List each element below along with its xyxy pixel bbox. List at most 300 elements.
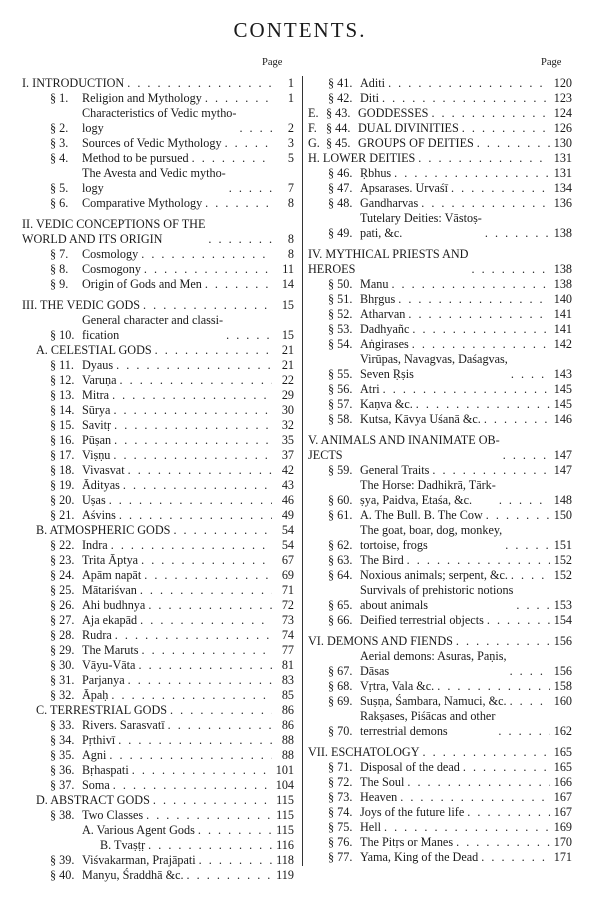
toc-entry-body (360, 760, 550, 775)
toc-leader-dots (145, 598, 272, 613)
toc-entry[interactable] (22, 493, 294, 508)
toc-entry-body (82, 853, 272, 868)
toc-entry[interactable] (308, 211, 572, 241)
toc-group-heading[interactable] (22, 523, 294, 538)
toc-section-number: § 22. (50, 538, 75, 552)
toc-leader-dots (139, 643, 272, 658)
toc-entry-title: IV. MYTHICAL PRIESTS AND HEROES (308, 247, 469, 276)
toc-entry[interactable] (22, 853, 294, 868)
toc-page-number: 8 (287, 247, 294, 261)
toc-page-number: 147 (553, 448, 572, 462)
toc-entry[interactable] (308, 307, 572, 322)
toc-entry-title: I. INTRODUCTION (22, 76, 125, 90)
toc-entry[interactable] (22, 733, 294, 748)
toc-leader-dots (429, 463, 550, 478)
toc-entry-title: Characteristics of Vedic mytho- logy (82, 106, 237, 135)
toc-section-number: § 68. (328, 679, 353, 693)
toc-section-number: § 14. (50, 403, 75, 417)
toc-section-number: § 19. (50, 478, 75, 492)
toc-entry-body (358, 121, 550, 136)
toc-entry[interactable] (308, 835, 572, 850)
toc-page-number: 32 (281, 418, 294, 432)
toc-entry-body (22, 298, 272, 313)
toc-entry[interactable] (308, 121, 572, 136)
toc-entry-body (360, 337, 550, 352)
toc-leader-dots (464, 805, 550, 820)
toc-entry[interactable] (22, 463, 294, 478)
toc-leader-dots (170, 523, 272, 538)
toc-page-number: 74 (281, 628, 294, 642)
toc-entry-title: Uṣas (82, 493, 106, 507)
toc-leader-dots (418, 196, 550, 211)
toc-entry[interactable] (22, 763, 294, 778)
toc-subentry[interactable] (22, 838, 294, 853)
toc-entry-body (360, 568, 550, 583)
toc-entry[interactable] (308, 277, 572, 292)
toc-entry[interactable] (308, 709, 572, 739)
toc-entry[interactable] (308, 805, 572, 820)
toc-entry[interactable] (308, 352, 572, 382)
toc-leader-dots (453, 634, 550, 649)
toc-entry[interactable] (308, 292, 572, 307)
toc-page-number: 169 (553, 820, 572, 834)
toc-entry-title: Comparative Mythology (82, 196, 203, 210)
toc-part-heading[interactable] (308, 634, 572, 649)
toc-entry-body (22, 76, 272, 91)
toc-entry-body (82, 166, 272, 196)
toc-page-number: 165 (553, 745, 572, 759)
toc-entry-title: The Soul (360, 775, 405, 789)
toc-entry[interactable] (22, 748, 294, 763)
toc-section-number: § 52. (328, 307, 353, 321)
toc-entry[interactable] (22, 247, 294, 262)
toc-page-number: 43 (281, 478, 294, 492)
toc-entry[interactable] (22, 688, 294, 703)
toc-group-heading[interactable] (22, 703, 294, 718)
toc-entry-body (82, 136, 272, 151)
toc-entry-title: Gandharvas (360, 196, 419, 210)
toc-part-heading[interactable] (22, 217, 294, 247)
toc-entry-body (360, 478, 550, 508)
toc-page-number: 124 (553, 106, 572, 120)
toc-leader-dots (110, 448, 272, 463)
toc-entry[interactable] (308, 322, 572, 337)
toc-entry[interactable] (22, 553, 294, 568)
toc-section-number: § 49. (328, 226, 353, 240)
toc-entry-title: Method to be pursued (82, 151, 189, 165)
toc-entry[interactable] (22, 196, 294, 211)
toc-entry[interactable] (308, 196, 572, 211)
toc-entry-body (360, 352, 550, 382)
toc-page-number: 11 (282, 262, 294, 276)
toc-entry-body (360, 76, 550, 91)
toc-section-number: § 31. (50, 673, 75, 687)
toc-entry-body (358, 136, 550, 151)
toc-entry[interactable] (22, 433, 294, 448)
toc-section-number: § 70. (328, 724, 353, 738)
toc-part-heading[interactable] (22, 76, 294, 91)
toc-entry-title: Hell (360, 820, 381, 834)
toc-entry[interactable] (308, 181, 572, 196)
toc-entry[interactable] (308, 760, 572, 775)
toc-entry[interactable] (22, 643, 294, 658)
toc-page-number: 1 (287, 76, 294, 90)
toc-entry-title: Vāyu-Vāta (82, 658, 136, 672)
toc-entry-body (82, 388, 272, 403)
toc-leader-dots (236, 121, 272, 136)
toc-section-number: § 25. (50, 583, 75, 597)
toc-entry[interactable] (308, 613, 572, 628)
toc-entry[interactable] (308, 583, 572, 613)
toc-section-number: § 76. (328, 835, 353, 849)
toc-entry-body (360, 166, 550, 181)
toc-entry[interactable] (308, 91, 572, 106)
toc-entry-title: B. Tvaṣṭṛ (100, 838, 146, 852)
toc-section-number: § 73. (328, 790, 353, 804)
toc-part-heading[interactable] (22, 298, 294, 313)
toc-entry-title: GODDESSES (358, 106, 429, 120)
toc-leader-dots (129, 763, 272, 778)
toc-page-number: 15 (281, 328, 294, 342)
toc-entry[interactable] (22, 418, 294, 433)
toc-entry[interactable] (308, 397, 572, 412)
toc-page-number: 120 (553, 76, 572, 90)
toc-entry[interactable] (22, 538, 294, 553)
toc-entry-body (360, 613, 550, 628)
toc-entry-title: Parjanya (82, 673, 125, 687)
toc-entry[interactable] (308, 136, 572, 151)
toc-entry-title: H. LOWER DEITIES (308, 151, 416, 165)
toc-entry-body (82, 628, 272, 643)
toc-entry-title: General Traits (360, 463, 430, 477)
toc-entry-title: Joys of the future life (360, 805, 465, 819)
toc-leader-dots (434, 679, 550, 694)
toc-entry-body (360, 820, 550, 835)
toc-entry-body (100, 838, 272, 853)
toc-page-number: 123 (553, 91, 572, 105)
toc-entry[interactable] (308, 508, 572, 523)
toc-leader-dots (124, 76, 272, 91)
toc-section-number: § 17. (50, 448, 75, 462)
toc-page-number: 69 (281, 568, 294, 582)
toc-entry[interactable] (308, 166, 572, 181)
toc-leader-dots (115, 733, 272, 748)
toc-entry-body (82, 643, 272, 658)
toc-page-number: 118 (276, 853, 294, 867)
toc-entry[interactable] (22, 166, 294, 196)
toc-entry[interactable] (308, 382, 572, 397)
toc-entry-body (82, 583, 272, 598)
toc-entry[interactable] (22, 403, 294, 418)
toc-page-number: 167 (553, 805, 572, 819)
toc-entry[interactable] (308, 694, 572, 709)
toc-entry-body (360, 850, 550, 865)
toc-section-number: § 35. (50, 748, 75, 762)
toc-entry-body (82, 718, 272, 733)
toc-page-number: 54 (281, 523, 294, 537)
toc-entry[interactable] (308, 790, 572, 805)
toc-section-number: § 26. (50, 598, 75, 612)
toc-leader-dots (459, 121, 550, 136)
toc-entry-body (82, 313, 272, 343)
toc-entry[interactable] (308, 106, 572, 121)
toc-leader-dots (415, 151, 550, 166)
toc-entry[interactable] (22, 358, 294, 373)
toc-leader-dots (404, 553, 550, 568)
toc-entry[interactable] (22, 598, 294, 613)
toc-entry-body (308, 634, 550, 649)
toc-entry-title: The Maruts (82, 643, 139, 657)
toc-section-number: § 20. (50, 493, 75, 507)
toc-entry-body (82, 463, 272, 478)
toc-entry-body (308, 151, 550, 166)
toc-section-number: § 5. (50, 181, 69, 195)
toc-entry-title: Vivasvat (82, 463, 125, 477)
toc-section-number: § 42. (328, 91, 353, 105)
toc-section-number: § 45. (326, 136, 351, 150)
toc-entry-body (360, 583, 550, 613)
toc-entry[interactable] (22, 808, 294, 823)
toc-leader-dots (125, 463, 272, 478)
toc-entry[interactable] (22, 718, 294, 733)
toc-leader-dots (482, 226, 550, 241)
toc-entry-title: Vṛtra, Vala &c. (360, 679, 435, 693)
toc-leader-dots (222, 136, 272, 151)
toc-entry[interactable] (308, 76, 572, 91)
toc-page-number: 141 (553, 322, 572, 336)
toc-entry[interactable] (22, 151, 294, 166)
toc-entry[interactable] (22, 448, 294, 463)
toc-leader-dots (413, 397, 550, 412)
toc-group-heading[interactable] (22, 793, 294, 808)
toc-entry-body (360, 835, 550, 850)
toc-page-number: 115 (276, 823, 294, 837)
toc-entry[interactable] (308, 850, 572, 865)
toc-entry-title: Viśvakarman, Prajāpati (82, 853, 196, 867)
toc-entry-body (82, 613, 272, 628)
toc-entry-title: Virūpas, Navagvas, Daśagvas, Seven Ṛṣis (360, 352, 508, 381)
toc-entry-body (308, 745, 550, 760)
toc-entry-title: The Pitṛs or Manes (360, 835, 454, 849)
toc-entry[interactable] (308, 478, 572, 508)
toc-leader-dots (502, 538, 550, 553)
toc-entry-title: Dyaus (82, 358, 114, 372)
toc-entry-body (36, 703, 272, 718)
toc-entry-body (360, 790, 550, 805)
toc-entry-body (360, 694, 550, 709)
toc-section-number: § 6. (50, 196, 69, 210)
toc-page-number: 115 (276, 808, 294, 822)
toc-section-number: § 47. (328, 181, 353, 195)
toc-entry[interactable] (308, 820, 572, 835)
toc-entry[interactable] (22, 388, 294, 403)
toc-page-number: 156 (553, 664, 572, 678)
toc-entry-title: Sūrya (82, 403, 111, 417)
toc-entry[interactable] (308, 679, 572, 694)
toc-entry-title: Heaven (360, 790, 398, 804)
toc-entry-body (360, 322, 550, 337)
toc-entry[interactable] (308, 463, 572, 478)
toc-page-number: 14 (281, 277, 294, 291)
toc-section-number: § 55. (328, 367, 353, 381)
toc-section-number: § 60. (328, 493, 353, 507)
contents-column-left (22, 76, 294, 883)
toc-leader-dots (481, 412, 550, 427)
toc-entry[interactable] (22, 106, 294, 136)
toc-entry[interactable] (308, 649, 572, 679)
toc-leader-dots (106, 748, 272, 763)
toc-entry-body (82, 196, 272, 211)
toc-entry-title: Origin of Gods and Men (82, 277, 202, 291)
toc-section-number: § 3. (50, 136, 69, 150)
toc-entry[interactable] (22, 613, 294, 628)
toc-entry-title: A. Various Agent Gods (82, 823, 195, 837)
toc-group-letter: F. (308, 121, 317, 135)
column-divider (302, 76, 303, 866)
toc-section-number: § 56. (328, 382, 353, 396)
toc-entry-title: Soma (82, 778, 110, 792)
toc-section-number: § 15. (50, 418, 75, 432)
toc-entry[interactable] (22, 673, 294, 688)
toc-entry[interactable] (22, 136, 294, 151)
toc-section-number: § 65. (328, 598, 353, 612)
toc-group-heading[interactable] (308, 151, 572, 166)
toc-entry[interactable] (22, 313, 294, 343)
toc-entry-title: Rudra (82, 628, 112, 642)
toc-part-heading[interactable] (308, 745, 572, 760)
toc-group-heading[interactable] (22, 343, 294, 358)
toc-entry[interactable] (22, 628, 294, 643)
toc-leader-dots (468, 262, 550, 277)
toc-page-number: 141 (553, 307, 572, 321)
toc-entry-body (82, 262, 272, 277)
contents-column-right (308, 76, 572, 865)
toc-entry-body (358, 106, 550, 121)
toc-entry-title: C. TERRESTRIAL GODS (36, 703, 168, 717)
toc-section-number: § 69. (328, 694, 353, 708)
toc-entry[interactable] (308, 337, 572, 352)
toc-leader-dots (380, 382, 550, 397)
toc-leader-dots (448, 181, 550, 196)
toc-entry-title: Ṛbhus (360, 166, 392, 180)
toc-part-heading[interactable] (308, 247, 572, 277)
toc-entry-title: Two Classes (82, 808, 144, 822)
toc-entry-title: V. ANIMALS AND INANIMATE OB- JECTS (308, 433, 500, 462)
toc-entry-body (82, 733, 272, 748)
toc-entry-body (308, 247, 550, 277)
toc-leader-dots (395, 292, 550, 307)
toc-section-number: § 7. (50, 247, 69, 261)
toc-leader-dots (404, 775, 550, 790)
toc-entry[interactable] (22, 778, 294, 793)
toc-leader-dots (460, 760, 550, 775)
toc-entry-title: Survivals of prehistoric notions about animals (360, 583, 514, 612)
toc-entry-body (360, 679, 550, 694)
toc-page-number: 134 (553, 181, 572, 195)
toc-page-number: 171 (553, 850, 572, 864)
toc-leader-dots (397, 790, 550, 805)
toc-entry-body (82, 91, 272, 106)
toc-entry[interactable] (22, 658, 294, 673)
toc-part-heading[interactable] (308, 433, 572, 463)
toc-entry[interactable] (308, 568, 572, 583)
toc-entry[interactable] (22, 277, 294, 292)
toc-entry-title: The goat, boar, dog, monkey, tortoise, frogs (360, 523, 503, 552)
toc-section-number: § 41. (328, 76, 353, 90)
toc-entry-title: Diti (360, 91, 379, 105)
toc-leader-dots (202, 196, 272, 211)
toc-leader-dots (391, 166, 550, 181)
toc-section-number: § 23. (50, 553, 75, 567)
toc-entry[interactable] (22, 568, 294, 583)
toc-entry-body (82, 277, 272, 292)
toc-page-number: 170 (553, 835, 572, 849)
toc-entry[interactable] (308, 412, 572, 427)
toc-entry-title: Ādityas (82, 478, 120, 492)
toc-section-number: § 27. (50, 613, 75, 627)
toc-section-number: § 74. (328, 805, 353, 819)
toc-page-number: 131 (553, 151, 572, 165)
toc-entry-body (360, 805, 550, 820)
toc-subentry[interactable] (22, 823, 294, 838)
toc-leader-dots (453, 835, 550, 850)
toc-entry-body (360, 709, 550, 739)
toc-leader-dots (500, 448, 550, 463)
toc-entry[interactable] (22, 868, 294, 883)
toc-page-number: 88 (281, 733, 294, 747)
toc-section-number: § 58. (328, 412, 353, 426)
toc-section-number: § 71. (328, 760, 353, 774)
toc-entry-body (36, 523, 272, 538)
toc-leader-dots (495, 724, 550, 739)
toc-entry[interactable] (308, 523, 572, 553)
toc-leader-dots (135, 658, 272, 673)
toc-entry-body (82, 763, 272, 778)
toc-leader-dots (184, 868, 272, 883)
toc-entry[interactable] (22, 91, 294, 106)
toc-section-number: § 44. (326, 121, 351, 135)
toc-entry[interactable] (22, 508, 294, 523)
toc-section-number: § 50. (328, 277, 353, 291)
toc-entry-title: General character and classi- fication (82, 313, 224, 342)
toc-leader-dots (112, 628, 272, 643)
toc-entry-title: Rakṣases, Piśācas and other terrestrial demons (360, 709, 496, 738)
toc-entry-body (360, 307, 550, 322)
toc-entry-body (308, 433, 550, 463)
toc-section-number: § 32. (50, 688, 75, 702)
toc-entry[interactable] (22, 478, 294, 493)
toc-page-number: 116 (276, 838, 294, 852)
toc-leader-dots (108, 688, 272, 703)
toc-entry-body (82, 508, 272, 523)
toc-entry-body (82, 403, 272, 418)
toc-entry[interactable] (308, 553, 572, 568)
toc-leader-dots (110, 403, 272, 418)
toc-entry-body (82, 568, 272, 583)
toc-section-number: § 16. (50, 433, 75, 447)
toc-entry-title: The Avesta and Vedic mytho- logy (82, 166, 226, 195)
toc-leader-dots (140, 298, 272, 313)
toc-entry[interactable] (22, 583, 294, 598)
toc-entry-body (360, 292, 550, 307)
toc-page-number: 88 (281, 748, 294, 762)
toc-leader-dots (137, 583, 272, 598)
toc-entry[interactable] (22, 262, 294, 277)
toc-entry-title: Bṛhaspati (82, 763, 129, 777)
toc-page-number: 145 (553, 397, 572, 411)
toc-entry[interactable] (308, 775, 572, 790)
toc-entry[interactable] (22, 373, 294, 388)
